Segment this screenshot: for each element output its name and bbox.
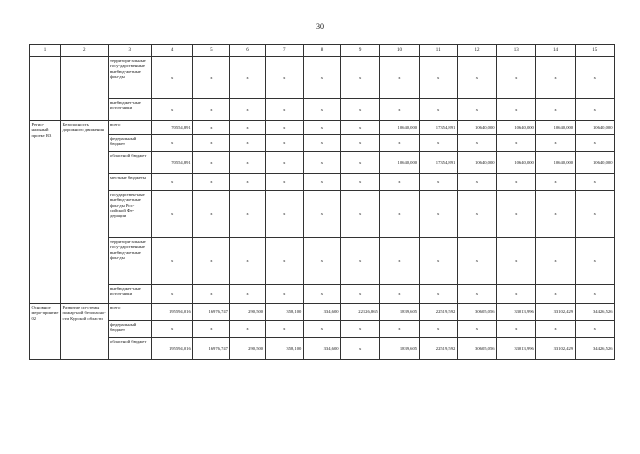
header-cell: 5 bbox=[193, 45, 230, 57]
value-cell: x bbox=[575, 285, 614, 304]
value-cell: 290,500 bbox=[230, 304, 265, 321]
value-cell: x bbox=[341, 135, 380, 152]
value-cell: x bbox=[193, 191, 230, 238]
value-cell: x bbox=[265, 174, 303, 191]
table-row bbox=[30, 135, 615, 152]
value-cell: x bbox=[303, 135, 340, 152]
value-cell: x bbox=[341, 121, 380, 135]
row-label: областной бюджет bbox=[108, 152, 151, 174]
value-cell: 17354,891 bbox=[419, 121, 457, 135]
header-cell: 11 bbox=[419, 45, 457, 57]
table-row bbox=[30, 174, 615, 191]
value-cell: 70554,891 bbox=[151, 121, 192, 135]
value-cell: x bbox=[341, 174, 380, 191]
header-cell: 6 bbox=[230, 45, 265, 57]
table-row bbox=[30, 99, 615, 121]
row-label: местные бюджеты bbox=[108, 174, 151, 191]
value-cell: x bbox=[419, 135, 457, 152]
value-cell: x bbox=[380, 99, 419, 121]
value-cell: x bbox=[341, 152, 380, 174]
value-cell: x bbox=[151, 238, 192, 285]
value-cell: x bbox=[193, 152, 230, 174]
value-cell: x bbox=[303, 99, 340, 121]
value-cell: x bbox=[303, 238, 340, 285]
header-cell: 15 bbox=[575, 45, 614, 57]
value-cell: x bbox=[419, 191, 457, 238]
value-cell: x bbox=[303, 121, 340, 135]
value-cell: x bbox=[536, 174, 575, 191]
value-cell: 10640,000 bbox=[575, 121, 614, 135]
value-cell: x bbox=[457, 135, 496, 152]
value-cell: x bbox=[419, 174, 457, 191]
value-cell: x bbox=[575, 99, 614, 121]
value-cell: 334,600 bbox=[303, 304, 340, 321]
empty-cell bbox=[30, 57, 61, 121]
header-cell: 7 bbox=[265, 45, 303, 57]
value-cell: x bbox=[230, 321, 265, 338]
value-cell: x bbox=[230, 57, 265, 99]
value-cell: x bbox=[380, 191, 419, 238]
value-cell: 22126,865 bbox=[341, 304, 380, 321]
value-cell: x bbox=[575, 321, 614, 338]
value-cell: x bbox=[457, 285, 496, 304]
value-cell: x bbox=[151, 191, 192, 238]
project-code-cell: Регио-нальный проект R3 bbox=[30, 121, 61, 304]
value-cell: x bbox=[457, 238, 496, 285]
value-cell: 16976,747 bbox=[193, 338, 230, 360]
row-label: государствен-ные внебюд-жетные фон-ды Рос-сийской Фе-дерации bbox=[108, 191, 151, 238]
value-cell: x bbox=[497, 135, 536, 152]
value-cell: 10640,000 bbox=[380, 152, 419, 174]
table-row bbox=[30, 338, 615, 360]
value-cell: 290,500 bbox=[230, 338, 265, 360]
value-cell: x bbox=[303, 191, 340, 238]
header-cell: 2 bbox=[61, 45, 109, 57]
value-cell: x bbox=[230, 191, 265, 238]
value-cell: x bbox=[265, 238, 303, 285]
header-cell: 8 bbox=[303, 45, 340, 57]
value-cell: x bbox=[457, 174, 496, 191]
value-cell: 17354,891 bbox=[419, 152, 457, 174]
value-cell: x bbox=[457, 321, 496, 338]
value-cell: x bbox=[536, 285, 575, 304]
value-cell: 358,100 bbox=[265, 304, 303, 321]
value-cell: x bbox=[380, 135, 419, 152]
value-cell: x bbox=[341, 321, 380, 338]
value-cell: x bbox=[380, 174, 419, 191]
value-cell: x bbox=[380, 238, 419, 285]
value-cell: x bbox=[536, 99, 575, 121]
value-cell: x bbox=[303, 57, 340, 99]
value-cell: 30605,056 bbox=[457, 338, 496, 360]
value-cell: x bbox=[575, 238, 614, 285]
value-cell: 334,600 bbox=[303, 338, 340, 360]
value-cell: x bbox=[497, 174, 536, 191]
value-cell: x bbox=[230, 135, 265, 152]
row-label: федеральный бюджет bbox=[108, 321, 151, 338]
value-cell: x bbox=[341, 285, 380, 304]
value-cell: 33013,996 bbox=[497, 338, 536, 360]
value-cell: x bbox=[230, 121, 265, 135]
value-cell: x bbox=[193, 321, 230, 338]
row-label: территори-альные госу-дарственные внебюд-жетные фон-ды bbox=[108, 238, 151, 285]
value-cell: x bbox=[575, 135, 614, 152]
value-cell: x bbox=[230, 99, 265, 121]
value-cell: 1839,605 bbox=[380, 338, 419, 360]
value-cell: 70554,891 bbox=[151, 152, 192, 174]
value-cell: x bbox=[341, 99, 380, 121]
value-cell: x bbox=[457, 57, 496, 99]
value-cell: x bbox=[575, 174, 614, 191]
value-cell: x bbox=[265, 135, 303, 152]
value-cell: x bbox=[193, 285, 230, 304]
value-cell: 10640,000 bbox=[536, 121, 575, 135]
header-cell: 12 bbox=[457, 45, 496, 57]
value-cell: x bbox=[497, 57, 536, 99]
activity-code-cell: Основное меро-приятие 02 bbox=[30, 304, 61, 360]
value-cell: x bbox=[575, 57, 614, 99]
value-cell: x bbox=[380, 321, 419, 338]
row-label: областной бюджет bbox=[108, 338, 151, 360]
header-cell: 3 bbox=[108, 45, 151, 57]
value-cell: 10640,000 bbox=[575, 152, 614, 174]
value-cell: x bbox=[497, 321, 536, 338]
value-cell: 34426,526 bbox=[575, 338, 614, 360]
table-row bbox=[30, 238, 615, 285]
value-cell: 10640,000 bbox=[380, 121, 419, 135]
value-cell: x bbox=[341, 57, 380, 99]
value-cell: x bbox=[536, 238, 575, 285]
value-cell: x bbox=[230, 285, 265, 304]
row-label: внебюджет-ные источ-ники bbox=[108, 99, 151, 121]
value-cell: x bbox=[419, 99, 457, 121]
table-row bbox=[30, 321, 615, 338]
value-cell: x bbox=[457, 191, 496, 238]
value-cell: 195594,016 bbox=[151, 304, 192, 321]
row-label: федеральный бюджет bbox=[108, 135, 151, 152]
value-cell: x bbox=[265, 285, 303, 304]
value-cell: x bbox=[303, 152, 340, 174]
table-row bbox=[30, 304, 615, 321]
table-row bbox=[30, 57, 615, 99]
value-cell: x bbox=[151, 321, 192, 338]
value-cell: x bbox=[193, 135, 230, 152]
value-cell: x bbox=[419, 238, 457, 285]
value-cell: x bbox=[151, 135, 192, 152]
value-cell: x bbox=[265, 99, 303, 121]
value-cell: x bbox=[457, 99, 496, 121]
value-cell: x bbox=[265, 121, 303, 135]
value-cell: 10640,000 bbox=[457, 152, 496, 174]
value-cell: x bbox=[497, 191, 536, 238]
value-cell: x bbox=[230, 174, 265, 191]
empty-cell bbox=[61, 57, 109, 121]
value-cell: x bbox=[303, 174, 340, 191]
value-cell: x bbox=[193, 99, 230, 121]
value-cell: x bbox=[380, 285, 419, 304]
value-cell: x bbox=[265, 321, 303, 338]
value-cell: 22519,592 bbox=[419, 304, 457, 321]
value-cell: x bbox=[303, 321, 340, 338]
value-cell: 10640,000 bbox=[536, 152, 575, 174]
value-cell: x bbox=[265, 191, 303, 238]
header-cell: 1 bbox=[30, 45, 61, 57]
table-row bbox=[30, 152, 615, 174]
value-cell: 358,100 bbox=[265, 338, 303, 360]
value-cell: x bbox=[230, 238, 265, 285]
budget-table bbox=[29, 44, 615, 360]
value-cell: 10640,000 bbox=[497, 152, 536, 174]
row-label: внебюджет-ные источ-ники bbox=[108, 285, 151, 304]
header-cell: 9 bbox=[341, 45, 380, 57]
value-cell: 34426,526 bbox=[575, 304, 614, 321]
activity-name-cell: Развитие си-стемы пожар-ной безопасно-сти Курской области bbox=[61, 304, 109, 360]
value-cell: x bbox=[497, 99, 536, 121]
value-cell: x bbox=[265, 57, 303, 99]
value-cell: 33013,996 bbox=[497, 304, 536, 321]
value-cell: x bbox=[151, 174, 192, 191]
header-cell: 10 bbox=[380, 45, 419, 57]
value-cell: x bbox=[193, 238, 230, 285]
header-row bbox=[30, 45, 615, 57]
value-cell: x bbox=[380, 57, 419, 99]
value-cell: x bbox=[419, 57, 457, 99]
table-row bbox=[30, 191, 615, 238]
value-cell: x bbox=[341, 191, 380, 238]
value-cell: 22519,592 bbox=[419, 338, 457, 360]
header-cell: 14 bbox=[536, 45, 575, 57]
value-cell: x bbox=[497, 238, 536, 285]
value-cell: x bbox=[230, 152, 265, 174]
row-label: всего bbox=[108, 121, 151, 135]
value-cell: x bbox=[193, 57, 230, 99]
value-cell: x bbox=[536, 57, 575, 99]
value-cell: 1839,605 bbox=[380, 304, 419, 321]
value-cell: x bbox=[193, 174, 230, 191]
value-cell: 30605,056 bbox=[457, 304, 496, 321]
header-cell: 13 bbox=[497, 45, 536, 57]
value-cell: x bbox=[341, 338, 380, 360]
row-label: всего bbox=[108, 304, 151, 321]
value-cell: 195594,016 bbox=[151, 338, 192, 360]
value-cell: x bbox=[151, 285, 192, 304]
value-cell: 10640,000 bbox=[497, 121, 536, 135]
project-name-cell: Безопасность дорожного движения bbox=[61, 121, 109, 304]
value-cell: x bbox=[536, 191, 575, 238]
page-number: 30 bbox=[316, 22, 324, 31]
row-label: территори-альные госу-дарственные внебюд-жетные фон-ды bbox=[108, 57, 151, 99]
value-cell: 16976,747 bbox=[193, 304, 230, 321]
value-cell: x bbox=[193, 121, 230, 135]
table-row bbox=[30, 121, 615, 135]
table-row bbox=[30, 285, 615, 304]
header-cell: 4 bbox=[151, 45, 192, 57]
value-cell: x bbox=[151, 99, 192, 121]
value-cell: x bbox=[303, 285, 340, 304]
value-cell: 10640,000 bbox=[457, 121, 496, 135]
value-cell: x bbox=[151, 57, 192, 99]
value-cell: x bbox=[536, 321, 575, 338]
value-cell: x bbox=[265, 152, 303, 174]
value-cell: x bbox=[497, 285, 536, 304]
value-cell: x bbox=[536, 135, 575, 152]
value-cell: x bbox=[419, 321, 457, 338]
value-cell: x bbox=[341, 238, 380, 285]
value-cell: x bbox=[575, 191, 614, 238]
value-cell: x bbox=[419, 285, 457, 304]
value-cell: 33102,429 bbox=[536, 338, 575, 360]
value-cell: 33102,429 bbox=[536, 304, 575, 321]
